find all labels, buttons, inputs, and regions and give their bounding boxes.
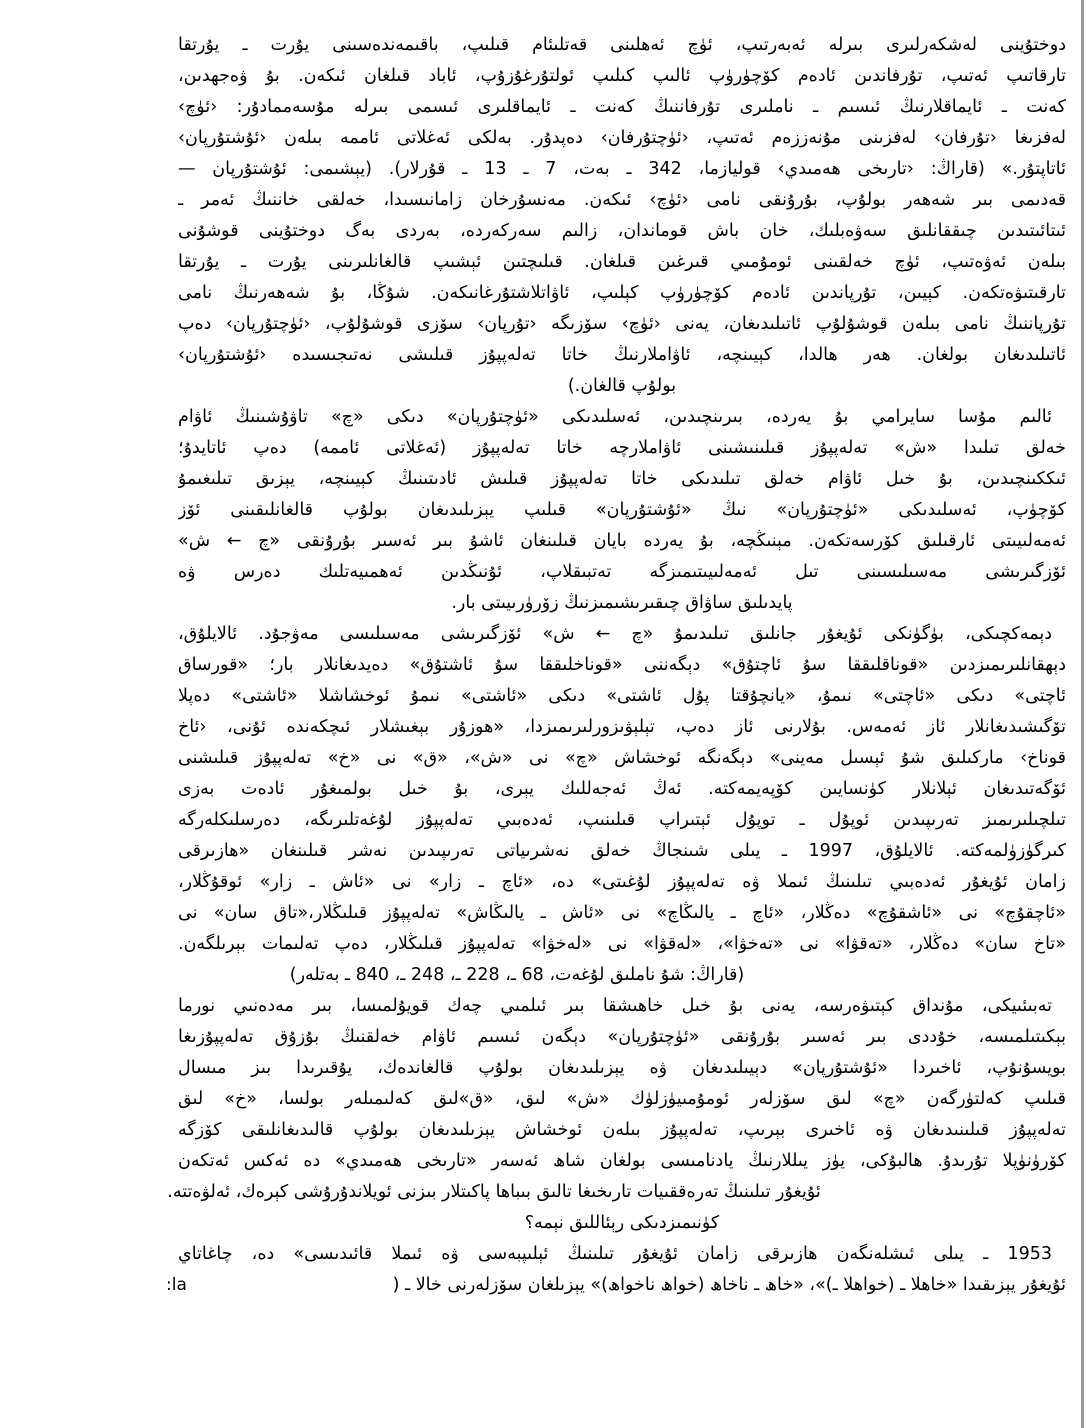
text-line: تارقىتىۋەتكەن. كېيىن، تۇرپاندىن ئادەم كۆچۈرۈپ كېلىپ، ئاۋاتلاشتۇرغانىكەن. شۇڭا، بۇ شەھەرنىڭ نامى <box>178 283 1066 303</box>
document-text <box>166 30 1066 1301</box>
text-line: ئەمەلىيىتى ئارقىلىق كۆرسەتكەن. مېنىڭچە، بۇ يەردە بايان قىلىنغان ئاشۇ بىر ئەسىر بۇرۇنقى «چ ← ش» <box>178 531 1066 551</box>
text-line: «ئاچقۇچ» نى «ئاشقۇچ» دەڭلار، «ئاچ ـ يالىڭاچ» نى «ئاش ـ يالىڭاش» تەلەپپۇز قىلىڭلار،«تاق سان» نى <box>178 903 1066 923</box>
text-line: تارقاتىپ ئەتىپ، تۇرفاندىن ئادەم كۆچۈرۈپ ئالىپ كىلىپ ئولتۇرغۇزۇپ، ئاباد قىلغان ئىكەن. بۇ ۋەجھدىن، <box>178 66 1066 86</box>
text-line: زامان ئۇيغۇر ئەدەبىي تىلىنىڭ ئىملا ۋە تەلەپپۇز لۇغىتى» دە، «ئاچ ـ زار» نى «ئاش ـ زار» ئوقۇڭلار، <box>178 872 1066 892</box>
text-line: بىلەن ئەۋەتىپ، ئۈچ خەلقىنى ئومۇمىي قىرغىن قىلغان. قىلىچتىن ئېشىپ قالغانلىرىنى يۇرت ـ يۇرتقا <box>178 252 1066 272</box>
page-edge-line <box>1081 0 1084 1428</box>
text-line: بولۇپ قالغان.) <box>567 376 677 396</box>
text-line: (قاراڭ: شۇ ناملىق لۇغەت، 68 ـ، 228 ـ، 248 ـ، 840 ـ بەتلەر) <box>289 965 745 985</box>
text-line: قىلىپ كەلتۈرگەن «چ» لىق سۆزلەر ئومۇمىيۈزلۈك «ش» لىق، «ق»لىق كەلىمىلەر بولسا، «خ» لىق <box>178 1089 1066 1109</box>
text-line: ئىككىنچىدىن، بۇ خىل ئاۋام خەلق تىلىدىكى خاتا تەلەپپۇز قىلىش ئادىتىنىڭ كېيىنچە، يېزىق تىلىغىمۇ <box>178 469 1066 489</box>
text-line: تىلچىلىرىمىز تەرىپىدىن ئوپۇل ـ توپۇل ئېتىراپ قىلىنىپ، ئەدەبىي تەلەپپۇز لۇغەتلىرىگە، دەرسلىكلەرگە <box>178 810 1066 830</box>
text-line: بېكىتىلمىسە، خۇددى بىر ئەسىر بۇرۇنقى «ئۈچتۇرپان» دېگەن ئىسىم ئاۋام خەلقنىڭ بۇزۇق تەلەپپۇزىغا <box>178 1027 1066 1047</box>
text-line: پايدىلىق ساۋاق چىقىرىشىمىزنىڭ زۆرۈرىيىتى بار. <box>451 593 793 613</box>
text-line: تۇرپاننىڭ نامى بىلەن قوشۇلۇپ ئاتىلىدىغان، يەنى ‹ئۈچ› سۆزىگە ‹تۇرپان› سۆزى قوشۇلۇپ، ‹ئۈچتۇرپان› دەپ <box>178 314 1066 334</box>
text-line: قەدىمى بىر شەھەر بولۇپ، بۇرۇنقى نامى ‹ئۈچ› ئىكەن. مەنسۇرخان زامانىسىدا، خەلقى خاننىڭ ئەمر ـ <box>178 190 1066 210</box>
text-line: ئاچتى» دىكى «ئاچتى» نىمۇ، «يانچۇقتا پۇل ئاشتى» دىكى «ئاشتى» نىمۇ ئوخشاشلا «ئاشتى» دەپلا <box>178 686 1066 706</box>
text-line: بويسۇنۇپ، ئاخىردا «ئۇشتۇرپان» دېيىلىدىغان ۋە يېزىلىدىغان بولۇپ قالغاندەك، يۇقىرىدا بىز مىسال <box>178 1058 1066 1078</box>
text-line: 1953 ـ يىلى ئىشلەنگەن ھازىرقى زامان ئۇيغۇر تىلىنىڭ ئېلىپبەسى ۋە ئىملا قائىدىسى» دە، چاغاتاي <box>178 1244 1052 1264</box>
text-line: ئۆزگىرىشى مەسىلىسىنى تىل ئەمەلىيىتىمىزگە تەتبىقلاپ، ئۇنىڭدىن ئەھمىيەتلىك دەرس ۋە <box>178 562 1066 582</box>
text-line: ئىتائىتىدىن چىققانلىق سەۋەبلىك، خان باش قوماندان، زالىم سەركەردە، بەردى بەگ دوختۇينى قوشۇنى <box>178 221 1066 241</box>
text-line: ئۇيغۇر تىلىنىڭ تەرەققىيات تارىخىغا تالىق بىباھا پاكىتلار بىزنى ئويلاندۇرۇشى كېرەك، ئەلۋەتتە. <box>167 1182 821 1202</box>
text-line: تۆگىشىدىغانلار ئاز ئەمەس. بۇلارنى ئاز دەپ، تېلېۋىزورلىرىمىزدا، «ھوزۇر بېغىشلار ئىچكەندە ئۇنى، ‹ئاخ <box>178 717 1066 737</box>
text-line: دېمەكچىكى، بۈگۈنكى ئۇيغۇر جانلىق تىلىدىمۇ «چ ← ش» ئۆزگىرىشى مەسىلىسى مەۋجۇد. ئالايلۇق، <box>178 624 1052 644</box>
text-line: دوختۇينى لەشكەرلىرى بىرلە ئەبەرتىپ، ئۈچ ئەھلىنى قەتلىئام قىلىپ، باقىمەندەسىنى يۇرت ـ يۇرتقا <box>178 35 1066 55</box>
text-line: ئۇيغۇر يېزىقىدا «خاھلا ـ (خواھلا ـ)»، «خاھ ـ ناخاھ (خواھ ناخواھ)» يېزىلغان سۆزلەرنى خالا ـ ( :la <box>178 1270 1066 1301</box>
text-line: كۆرۈنۈپلا تۇرىدۇ. ھالبۇكى، يۈز يىللارنىڭ يادنامىسى بولغان شاھ ئەسەر «تارىخى ھەمىدي» دە ئەكس ئەتكەن <box>178 1151 1066 1171</box>
text-line: ئالىم مۇسا سايرامي بۇ يەردە، بىرىنچىدىن، ئەسلىدىكى «ئۈچتۇرپان» دىكى «چ» تاۋۇشىنىڭ ئاۋام <box>178 407 1052 427</box>
text-line: قوناخ› ماركىلىق شۇ ئېسىل مەينى» دېگەنگە ئوخشاش «چ» نى «ش»، «ق» نى «خ» تەلەپپۇز قىلىشنى <box>178 748 1066 768</box>
text-line: لەفزىغا ‹تۇرفان› لەفزىنى مۇنەززەم ئەتىپ، ‹ئۈچتۇرفان› دەپدۇر. بەلكى ئەغلاتى ئاممە بىلەن ‹ئۇشتۇرپان› <box>178 128 1066 148</box>
text-line: تەلەپپۇز قىلىنىدىغان ۋە ئاخىرى بېرىپ، تەلەپپۇز بىلەن ئوخشاش يېزىلىدىغان بولۇپ قالىدىغانلىقى كۆزگە <box>178 1120 1066 1140</box>
text-line: كۆچۈپ، ئەسلىدىكى «ئۈچتۇرپان» نىڭ «ئۇشتۇرپان» قىلىپ يېزىلىدىغان بولۇپ قالغانلىقىنى ئۆز <box>178 500 1066 520</box>
text-line: كىرگۈزۈلمەكتە. ئالايلۇق، 1997 ـ يىلى شىنجاڭ خەلق نەشرىياتى تەرىپىدىن نەشر قىلىنغان «ھازىرقى <box>178 841 1066 861</box>
text-line: ئاتىلىدىغان بولغان. ھەر ھالدا، كېيىنچە، ئاۋاملارنىڭ خاتا تەلەپپۇز قىلىشى نەتىجىسىدە ‹ئۇشتۇرپان› <box>178 345 1066 365</box>
text-line: دېھقانلىرىمىزدىن «قوناقلىققا سۇ ئاچتۇق» دېگەننى «قوناخلىققا سۇ ئاشتۇق» دەيدىغانلار بار؛ «قورساق <box>178 655 1066 675</box>
latin-annotation: :la <box>166 1275 187 1295</box>
text-line: تەبىئىيكى، مۇنداق كېتىۋەرسە، يەنى بۇ خىل خاھىشقا بىر ئىلمىي چەك قويۇلمىسا، بىر مەدەنىي نورما <box>178 996 1052 1016</box>
text-line: ئۆگەتىدىغان ئېلانلار كۈنسايىن كۆپەيمەكتە. ئەڭ ئەجەللىك يېرى، بۇ خىل بولمىغۇر ئادەت بەزى <box>178 779 1066 799</box>
text-line: ئاتاپتۇر.» (قاراڭ: ‹تارىخى ھەمىدي› قوليازما، 342 ـ بەت، 7 ـ 13 ـ قۇرلار). (يېشىمى: ئۇشتۇرپان — <box>178 159 1066 179</box>
text-line: كەنت ـ ئايماقلارنىڭ ئىسىم ـ ناملىرى تۇرفاننىڭ كەنت ـ ئايماقلىرى ئىسمى بىرلە مۇسەممادۇر: ‹ئۈچ› <box>178 97 1066 117</box>
text-line: «تاخ سان» دەڭلار، «تەقۋا» نى «تەخۋا»، «لەقۋا» نى «لەخۋا» تەلەپپۇز قىلىڭلار، دەپ تەلىمات بېرىلگەن. <box>178 934 1066 954</box>
text-line: كۈنىمىزدىكى رېئاللىق نېمە؟ <box>524 1213 720 1233</box>
text-line: خەلق تىلىدا «ش» تەلەپپۇز قىلىنىشىنى ئاۋاملارچە خاتا تەلەپپۇز (ئەغلاتى ئاممە) دەپ ئاتايدۇ؛ <box>178 438 1066 458</box>
